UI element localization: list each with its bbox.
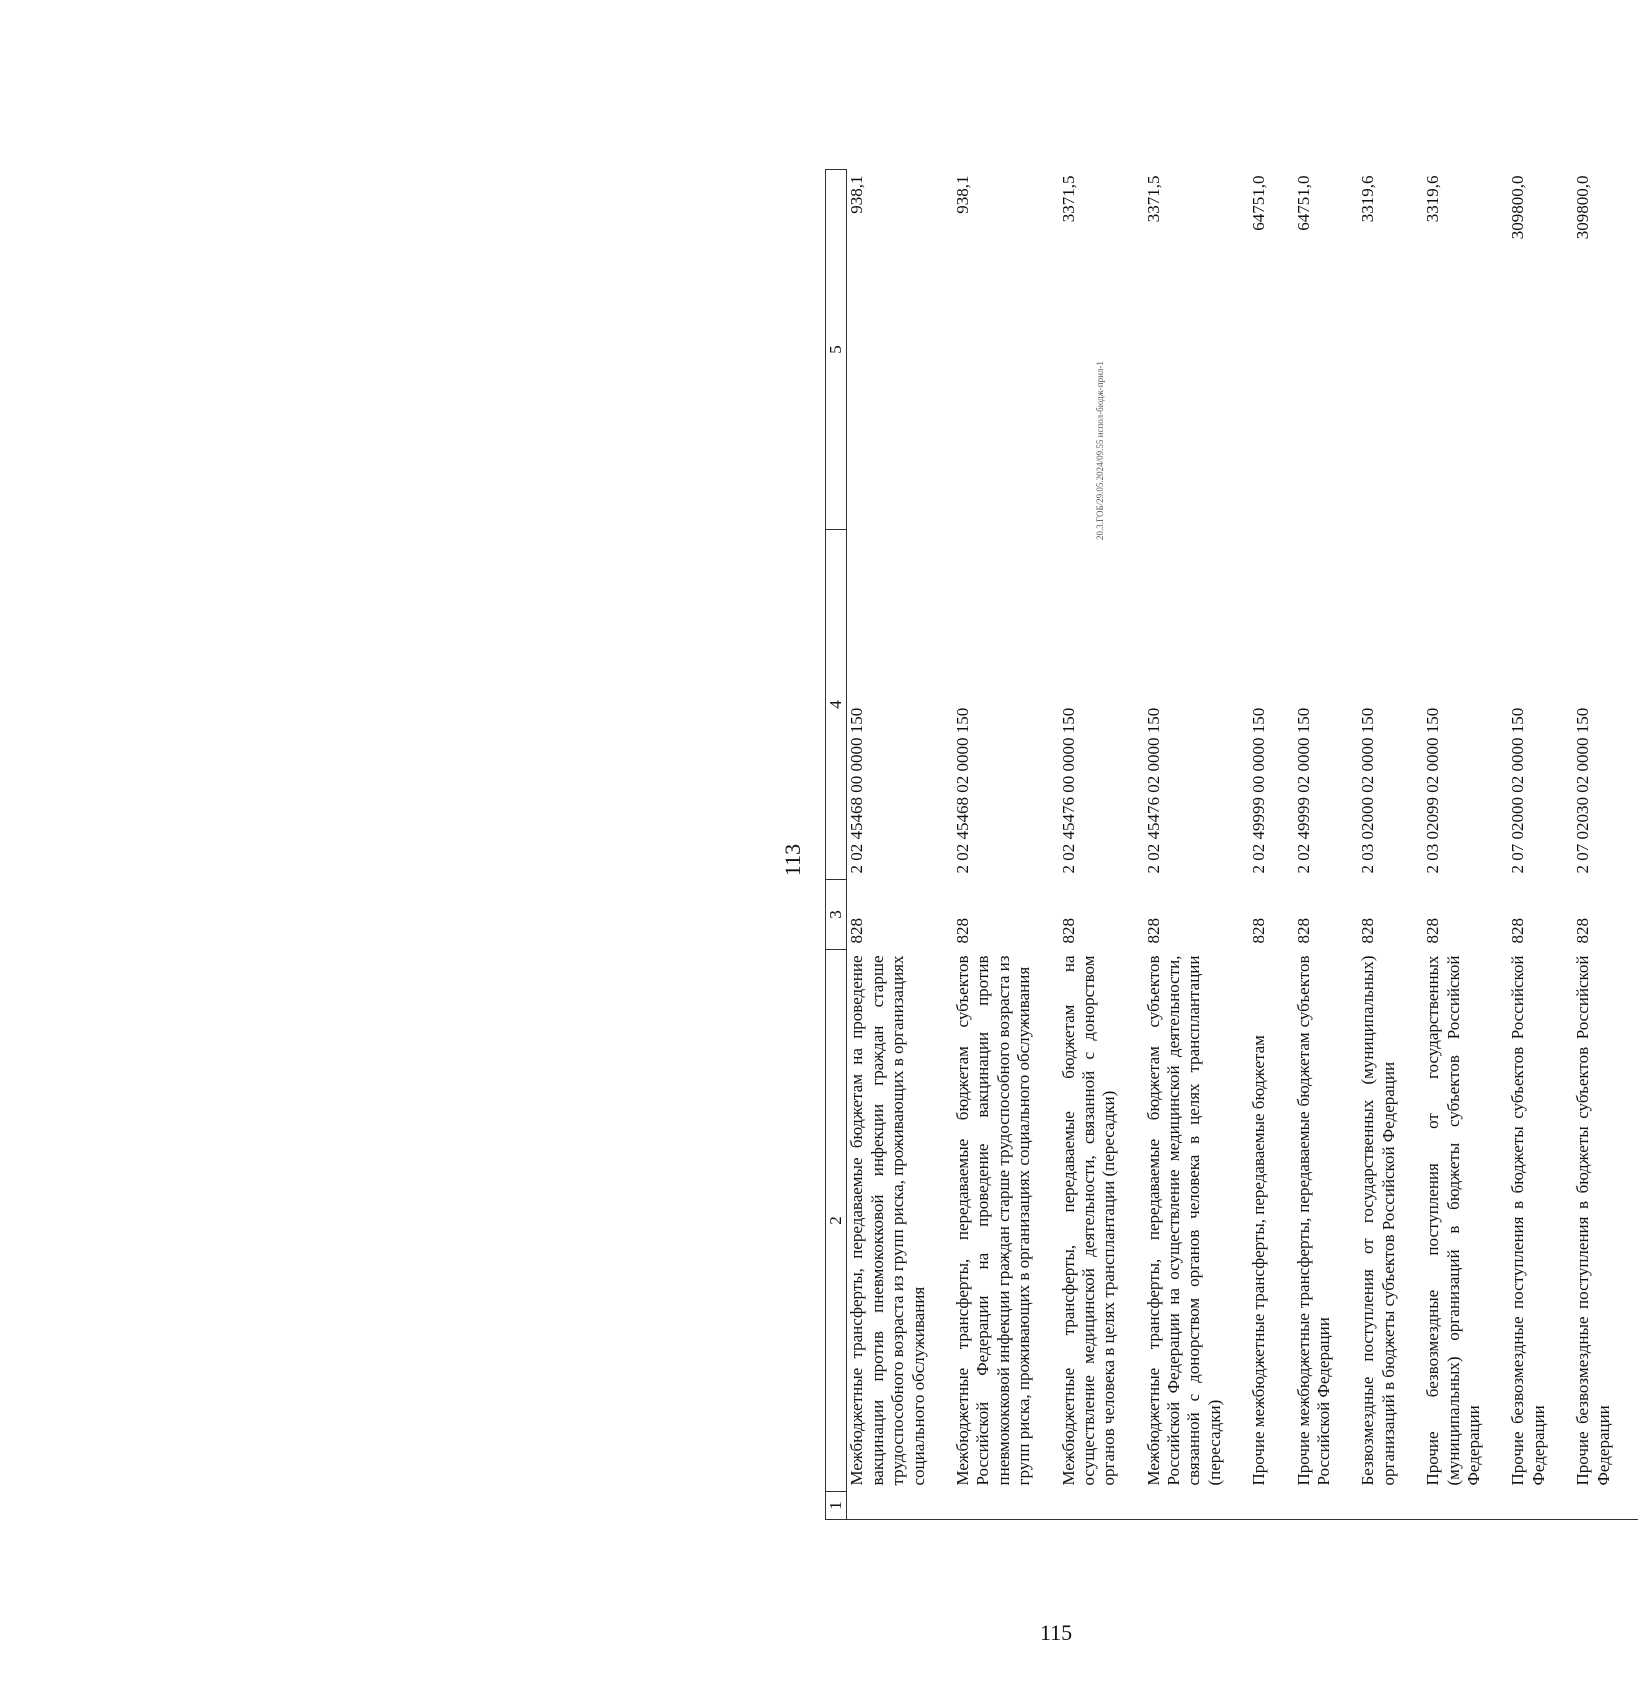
income-name-cell: Прочие межбюджетные трансферты, передаваемые бюджетам [1249,1035,1269,1486]
amount-cell: 64751,0 [1293,175,1313,231]
column-header: 4 [826,530,847,880]
budget-code-cell: 2 02 45468 02 0000 150 [952,707,972,874]
column-header: 2 [826,950,847,1492]
row-number-cell [1423,1492,1508,1520]
revenue-table [825,169,1638,1520]
amount-cell: 938,1 [847,175,867,214]
amount-cell: 64751,0 [1249,175,1269,231]
amount-cell: 3371,5 [1058,175,1078,223]
table-row [1294,170,1359,1520]
amount-cell: 3371,5 [1143,175,1163,223]
amount-cell: 309800,0 [1508,175,1528,240]
income-name-cell: Межбюджетные трансферты, передаваемые бюджетам субъектов Российской Федерации на проведение вакцинации против пневмококковой инфекции граждан старше трудоспособного возраста из групп риска, проживающих в организациях социального обслуживания [952,955,1034,1486]
row-number-cell [1573,1492,1638,1520]
admin-code-cell: 828 [1573,918,1593,944]
budget-code-cell: 2 03 02000 02 0000 150 [1358,707,1378,874]
income-name-cell: Безвозмездные поступления от государственных (муниципальных) организаций в бюджеты субъектов Российской Федерации [1358,955,1398,1486]
admin-code-cell: 828 [1508,918,1528,944]
income-name-cell: Межбюджетные трансферты, передаваемые бюджетам на проведение вакцинации против пневмококковой инфекции граждан старше трудоспособного возраста из групп риска, проживающих в организациях социального обслуживания [847,955,928,1486]
column-header: 5 [826,170,847,530]
income-name-cell: Прочие безвозмездные поступления в бюджеты субъектов Российской Федерации [1573,955,1613,1486]
column-header: 1 [826,1492,847,1520]
amount-cell: 3319,6 [1423,175,1443,223]
row-number-cell [847,1492,953,1520]
table-row [1423,170,1508,1520]
admin-code-cell: 828 [1058,918,1078,944]
column-header: 3 [826,880,847,950]
table-body [847,170,1638,1520]
row-number-cell [1508,1492,1573,1520]
row-number-cell [1059,1492,1144,1520]
table-row [1358,170,1423,1520]
amount-cell: 309800,0 [1573,175,1593,240]
budget-code-cell: 2 07 02000 02 0000 150 [1508,707,1528,874]
budget-code-cell: 2 02 45476 00 0000 150 [1058,707,1078,874]
table-row [1144,170,1250,1520]
bottom-page-number: 115 [1040,1620,1073,1645]
admin-code-cell: 828 [1143,918,1163,944]
admin-code-cell: 828 [952,918,972,944]
budget-code-cell: 2 02 45476 02 0000 150 [1143,707,1163,874]
admin-code-cell: 828 [1358,918,1378,944]
table-row [953,170,1059,1520]
income-name-cell: Прочие межбюджетные трансферты, передаваемые бюджетам субъектов Российской Федерации [1293,955,1334,1486]
row-number-cell [1358,1492,1423,1520]
table-header-row [826,170,847,1520]
budget-code-cell: 2 02 49999 00 0000 150 [1249,707,1269,874]
row-number-cell [1294,1492,1359,1520]
amount-cell: 938,1 [952,175,972,214]
budget-code-cell: 2 03 02099 02 0000 150 [1423,707,1443,874]
footer-stamp: 20.3.ГОБ/29.05.2024/09.55 испол-бюдж-прил-1 [1095,361,1105,540]
admin-code-cell: 828 [847,918,867,944]
amount-cell: 3319,6 [1358,175,1378,223]
row-number-cell [953,1492,1059,1520]
budget-code-cell: 2 02 49999 02 0000 150 [1293,707,1313,874]
admin-code-cell: 828 [1249,918,1269,944]
admin-code-cell: 828 [1423,918,1443,944]
row-number-cell [1144,1492,1250,1520]
row-number-cell [1249,1492,1293,1520]
table-row [1573,170,1638,1520]
rotated-page [40,60,1613,1660]
admin-code-cell: 828 [1293,918,1313,944]
budget-code-cell: 2 02 45468 00 0000 150 [847,707,867,874]
budget-code-cell: 2 07 02030 02 0000 150 [1573,707,1593,874]
income-name-cell: Прочие безвозмездные поступления от государственных (муниципальных) организаций в бюджеты субъектов Российской Федерации [1423,955,1483,1486]
income-name-cell: Межбюджетные трансферты, передаваемые бюджетам на осуществление медицинской деятельности, связанной с донорством органов человека в целях трансплантации (пересадки) [1058,955,1119,1486]
page-number: 113 [780,843,805,877]
income-name-cell: Межбюджетные трансферты, передаваемые бюджетам субъектов Российской Федерации на осуществление медицинской деятельности, связанной с донорством органов человека в целях трансплантации (пересадки) [1143,955,1224,1486]
income-name-cell: Прочие безвозмездные поступления в бюджеты субъектов Российской Федерации [1508,955,1548,1486]
table-row [1508,170,1573,1520]
table-row [847,170,953,1520]
table-row [1249,170,1293,1520]
